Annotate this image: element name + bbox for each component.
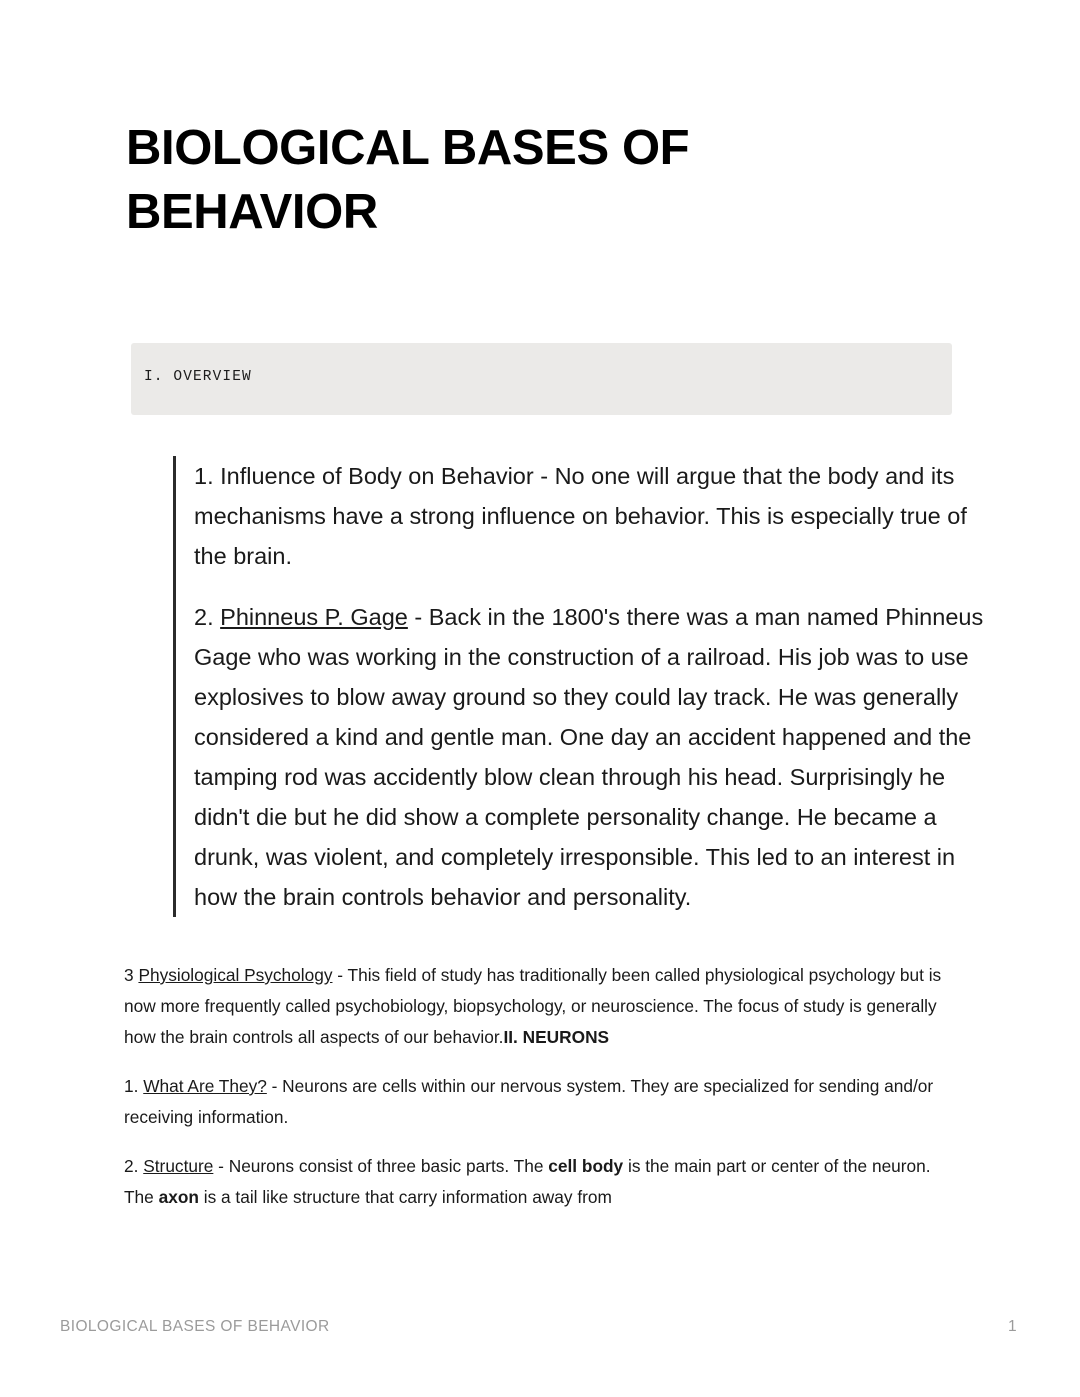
paragraph-structure (124, 1151, 952, 1213)
para-2-number: 2. (124, 1156, 139, 1176)
section-banner-label: I. OVERVIEW (144, 369, 252, 385)
blockquote-1-term: Influence of Body on Behavior (220, 463, 534, 489)
para-2-text-part3: is a tail like structure that carry information away from (198, 1187, 612, 1207)
blockquote-1-number: 1. (194, 463, 214, 489)
para-2-bold-axon: axon (158, 1187, 199, 1207)
blockquote-2-text: - Back in the 1800's there was a man named Phinneus Gage who was working in the construction of a railroad. His job was to use explosives to blow away ground so they could lay track. He was generally considered a kind and gentle man. One day an accident happened and the tamping rod was accidently blow clean through his head. Surprisingly he didn't die but he did show a complete personality change. He became a drunk, was violent, and completely irresponsible. This led to an interest in how the brain controls behavior and personality. (194, 604, 984, 910)
para-2-text-part1: - Neurons consist of three basic parts. The (213, 1156, 549, 1176)
para-1-number: 1. (124, 1076, 139, 1096)
page-title: BIOLOGICAL BASES OF BEHAVIOR (126, 121, 690, 239)
blockquote-2-term: Phinneus P. Gage (220, 604, 408, 630)
para-3-number: 3 (124, 965, 134, 985)
para-3-term: Physiological Psychology (138, 965, 333, 985)
paragraph-what-are-they (124, 1071, 952, 1133)
para-3-text: - This field of study has traditionally been called physiological psychology but is now more frequently called psychobiology, biopsychology, or neuroscience. The focus of study is generally how the brain controls all aspects of our behavior. (124, 965, 942, 1047)
section-banner-overview (131, 343, 952, 415)
blockquote-paragraph-1 (194, 456, 1003, 576)
blockquote-paragraph-2 (194, 597, 1003, 917)
page-footer (0, 1318, 1080, 1348)
para-1-term: What Are They? (143, 1076, 267, 1096)
para-1-text: - Neurons are cells within our nervous system. They are specialized for sending and/or receiving information. (124, 1076, 934, 1127)
paragraph-physiological-psychology (124, 960, 952, 1053)
footer-document-title: BIOLOGICAL BASES OF BEHAVIOR (60, 1318, 330, 1335)
para-2-text-part2: is the main part or center of the neuron. The (124, 1156, 931, 1207)
blockquote (173, 456, 1003, 917)
para-2-bold-cell-body: cell body (548, 1156, 624, 1176)
footer-page-number: 1 (1008, 1318, 1017, 1335)
blockquote-1-text: - No one will argue that the body and its mechanisms have a strong influence on behavior. This is especially true of the brain. (194, 463, 967, 569)
para-2-term: Structure (143, 1156, 214, 1176)
heading-neurons: II. NEURONS (503, 1027, 610, 1047)
blockquote-2-number: 2. (194, 604, 214, 630)
body-text-block (124, 960, 952, 1213)
